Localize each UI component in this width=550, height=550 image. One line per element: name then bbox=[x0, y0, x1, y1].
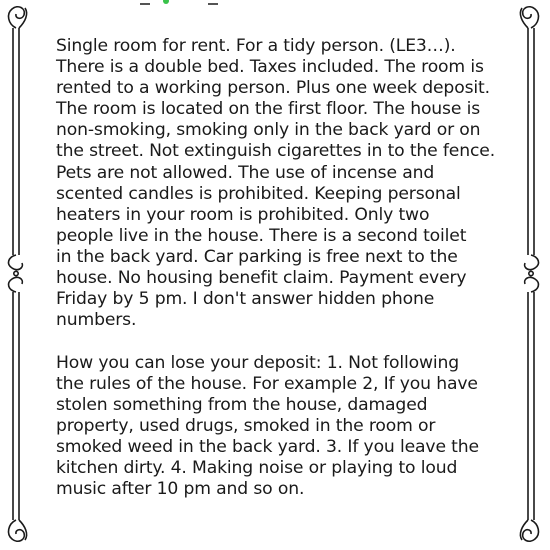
accent-dot bbox=[163, 0, 169, 4]
deposit-rules-paragraph: How you can lose your deposit: 1. Not following the rules of the house. For example 2, If you have stolen something from the house, damaged property, used drugs, smoked in the room or smoked weed in the back yard. 3. If you leave the kitchen dirty. 4. Making noise or playing to loud music after 10 pm and so on. bbox=[56, 352, 479, 500]
paragraph-spacer bbox=[56, 331, 526, 353]
scroll-ornament-left-middle bbox=[9, 255, 23, 292]
rental-terms-paragraph: Single room for rent. For a tidy person. (LE3…). There is a double bed. Taxes included. The room is rented to a working person. Plus one week deposit. The room is located on the first floor. The house is non-smoking, smoking only in the back yard or on the street. Not extinguish cigarettes in to the fence. Pets are not allowed. The use of incense and scented candles is prohibited. Keeping personal heaters in your room is prohibited. Only two people live in the house. There is a second toilet in the back yard. Car parking is free next to the house. No housing benefit claim. Payment every Friday by 5 pm. I don't answer hidden phone numbers. bbox=[56, 36, 496, 331]
scroll-ornament-top-left bbox=[9, 7, 27, 28]
scroll-ornament-bottom-right bbox=[520, 520, 538, 541]
scroll-ornament-top-right bbox=[520, 7, 538, 28]
scroll-ornament-bottom-left bbox=[9, 520, 27, 541]
scroll-ornament-right-middle bbox=[525, 255, 539, 292]
notice-text bbox=[56, 36, 526, 500]
